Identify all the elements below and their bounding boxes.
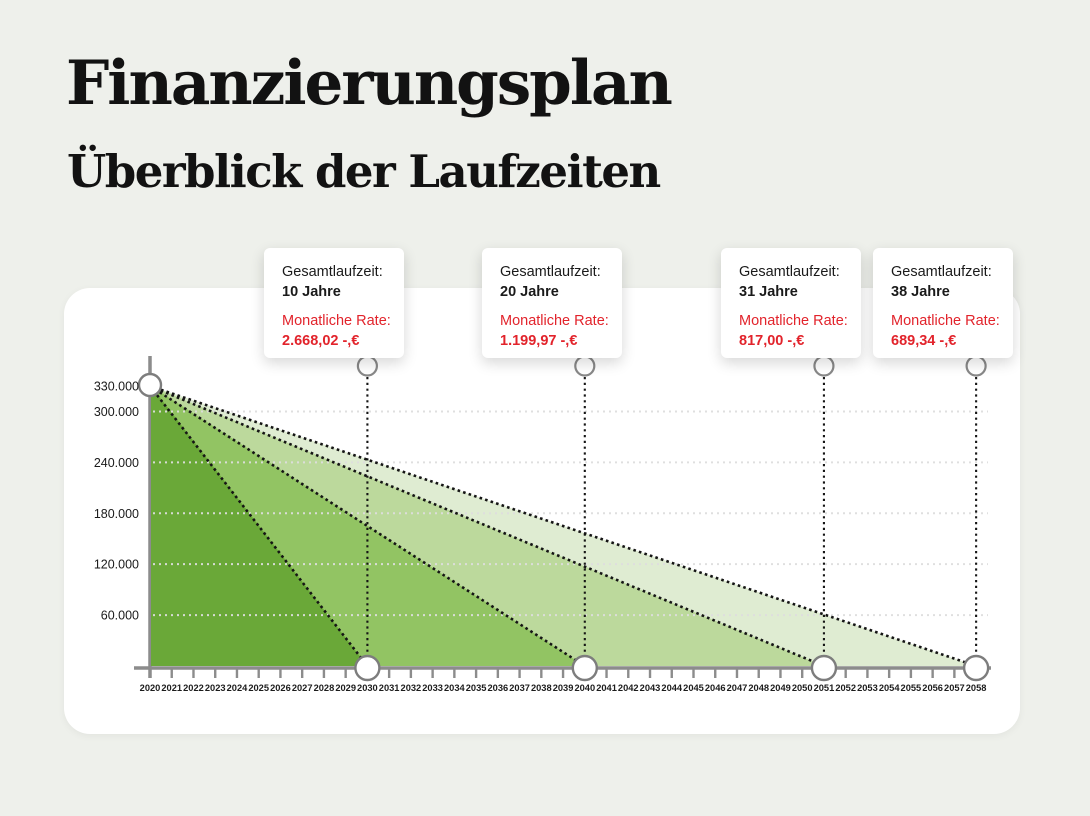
x-tick-label: 2023 bbox=[204, 683, 226, 693]
rate-label: Monatliche Rate: bbox=[282, 313, 391, 329]
x-tick-label: 2051 bbox=[813, 683, 835, 693]
x-tick-label: 2045 bbox=[683, 683, 704, 693]
x-tick-label: 2024 bbox=[226, 683, 248, 693]
x-tick-label: 2057 bbox=[944, 683, 965, 693]
x-tick-label: 2026 bbox=[270, 683, 291, 693]
page-title: Finanzierungsplan bbox=[66, 48, 671, 119]
term-value: 38 Jahre bbox=[891, 284, 950, 300]
x-tick-label: 2022 bbox=[183, 683, 204, 693]
y-tick-label: 180.000 bbox=[93, 506, 139, 521]
x-tick-label: 2039 bbox=[552, 683, 574, 693]
term-label: Gesamtlaufzeit: bbox=[500, 264, 601, 280]
rate-label: Monatliche Rate: bbox=[500, 313, 609, 329]
y-tick-label: 300.000 bbox=[93, 404, 139, 419]
x-tick-label: 2034 bbox=[444, 683, 465, 693]
term-value: 20 Jahre bbox=[500, 284, 559, 300]
x-tick-label: 2048 bbox=[748, 683, 770, 693]
x-tick-label: 2036 bbox=[487, 683, 509, 693]
callout-pin-circle bbox=[967, 357, 986, 376]
x-tick-label: 2021 bbox=[161, 683, 183, 693]
x-tick-label: 2043 bbox=[639, 683, 661, 693]
x-tick-label: 2050 bbox=[791, 683, 813, 693]
term-value: 10 Jahre bbox=[282, 284, 341, 300]
x-tick-label: 2033 bbox=[422, 683, 443, 693]
y-tick-label: 60.000 bbox=[100, 608, 139, 623]
x-tick-label: 2028 bbox=[313, 683, 335, 693]
rate-value: 817,00 -,€ bbox=[739, 333, 805, 349]
x-tick-label: 2029 bbox=[335, 683, 357, 693]
rate-value: 1.199,97 -,€ bbox=[500, 333, 578, 349]
term-label: Gesamtlaufzeit: bbox=[739, 264, 840, 280]
rate-label: Monatliche Rate: bbox=[891, 313, 1000, 329]
x-tick-label: 2030 bbox=[357, 683, 378, 693]
x-tick-label: 2025 bbox=[248, 683, 270, 693]
y-tick-label: 240.000 bbox=[93, 455, 139, 470]
rate-label: Monatliche Rate: bbox=[739, 313, 848, 329]
term-label: Gesamtlaufzeit: bbox=[891, 264, 992, 280]
y-tick-label: 120.000 bbox=[93, 557, 139, 572]
rate-value: 689,34 -,€ bbox=[891, 333, 957, 349]
x-tick-label: 2035 bbox=[465, 683, 487, 693]
axis-end-marker bbox=[964, 656, 988, 680]
x-tick-label: 2054 bbox=[878, 683, 900, 693]
x-tick-label: 2044 bbox=[661, 683, 683, 693]
x-tick-label: 2053 bbox=[857, 683, 878, 693]
rate-value: 2.668,02 -,€ bbox=[282, 333, 360, 349]
x-tick-label: 2037 bbox=[509, 683, 530, 693]
x-tick-label: 2042 bbox=[617, 683, 639, 693]
callout-38-jahre bbox=[873, 248, 1013, 358]
x-tick-label: 2041 bbox=[596, 683, 617, 693]
x-tick-label: 2027 bbox=[291, 683, 313, 693]
x-tick-label: 2049 bbox=[770, 683, 791, 693]
callout-31-jahre bbox=[721, 248, 861, 358]
term-label: Gesamtlaufzeit: bbox=[282, 264, 383, 280]
x-tick-label: 2047 bbox=[726, 683, 748, 693]
start-value-marker bbox=[139, 374, 161, 396]
axis-end-marker bbox=[573, 656, 597, 680]
callout-pin-circle bbox=[575, 357, 594, 376]
callout-20-jahre bbox=[482, 248, 622, 358]
term-value: 31 Jahre bbox=[739, 284, 798, 300]
x-tick-label: 2058 bbox=[965, 683, 987, 693]
y-tick-label: 330.000 bbox=[93, 379, 139, 394]
x-tick-label: 2020 bbox=[139, 683, 161, 693]
x-tick-label: 2056 bbox=[922, 683, 943, 693]
x-tick-label: 2031 bbox=[378, 683, 400, 693]
x-tick-label: 2032 bbox=[400, 683, 422, 693]
x-tick-label: 2046 bbox=[704, 683, 726, 693]
callout-pin-circle bbox=[358, 357, 377, 376]
axis-end-marker bbox=[355, 656, 379, 680]
x-tick-label: 2040 bbox=[574, 683, 596, 693]
callout-pin-circle bbox=[814, 357, 833, 376]
axis-end-marker bbox=[812, 656, 836, 680]
x-tick-label: 2038 bbox=[530, 683, 552, 693]
callout-10-jahre bbox=[264, 248, 404, 358]
x-tick-label: 2055 bbox=[900, 683, 922, 693]
page-subtitle: Überblick der Laufzeiten bbox=[67, 145, 660, 198]
x-tick-label: 2052 bbox=[835, 683, 857, 693]
